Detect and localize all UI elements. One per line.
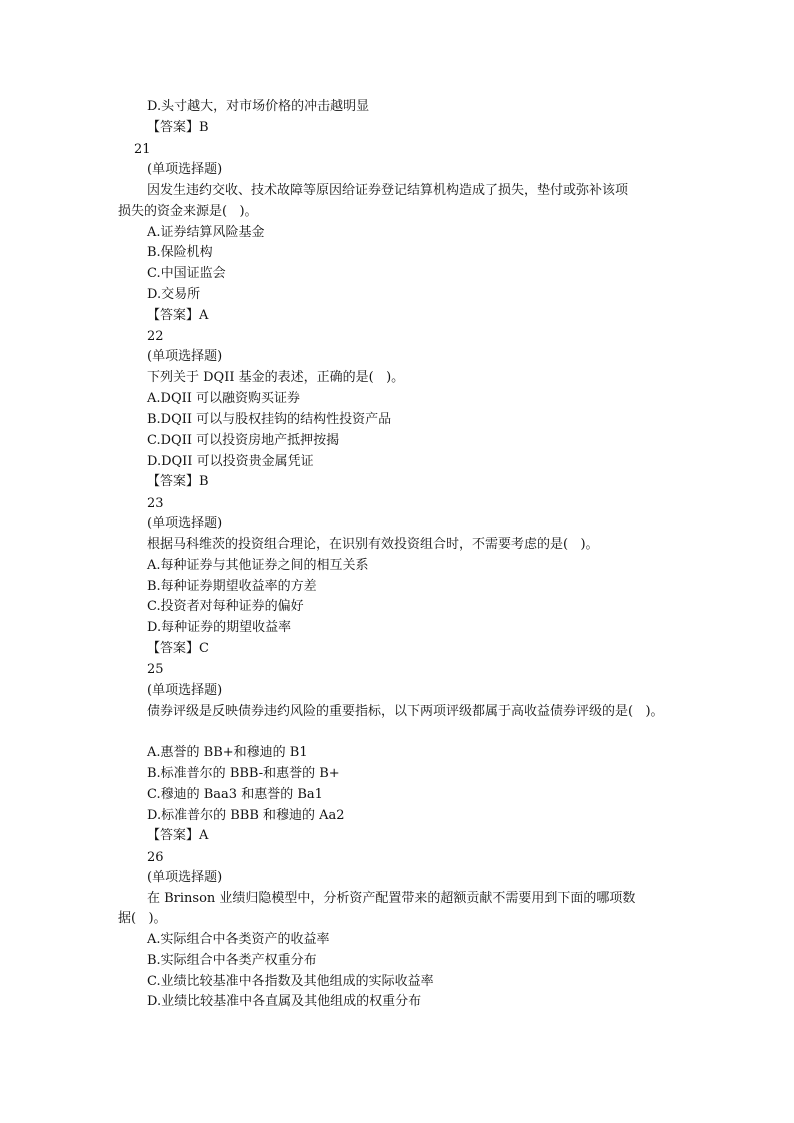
question-stem: 债券评级是反映债券违约风险的重要指标，以下两项评级都属于高收益债券评级的是( )。 [147,704,664,719]
option-c: C.业绩比较基准中各指数及其他组成的实际收益率 [147,974,434,989]
option-a: A.惠誉的 BB+和穆迪的 B1 [147,745,308,760]
question-stem: 下列关于 DQII 基金的表述，正确的是( )。 [147,370,405,385]
question-stem: 根据马科维茨的投资组合理论，在识别有效投资组合时，不需要考虑的是( )。 [147,537,599,552]
option-c: C.中国证监会 [147,266,226,281]
question-stem-continued: 损失的资金来源是( )。 [118,204,258,219]
option-d: D.交易所 [147,287,201,302]
answer: 【答案】A [147,828,209,843]
question-stem: 在 Brinson 业绩归隐模型中，分析资产配置带来的超额贡献不需要用到下面的哪项数 [147,891,636,906]
question-number: 21 [134,142,151,157]
option-d: D.头寸越大，对市场价格的冲击越明显 [147,99,370,114]
option-b: B.DQII 可以与股权挂钩的结构性投资产品 [147,412,392,427]
answer: 【答案】B [147,120,209,135]
option-d: D.业绩比较基准中各直属及其他组成的权重分布 [147,994,422,1009]
question-type: (单项选择题) [147,683,223,698]
answer: 【答案】C [147,641,209,656]
option-d: D.DQII 可以投资贵金属凭证 [147,454,314,469]
option-a: A.证券结算风险基金 [147,225,265,240]
option-a: A.DQII 可以融资购买证券 [147,391,301,406]
option-b: B.标准普尔的 BBB-和惠誉的 B+ [147,766,340,781]
option-b: B.实际组合中各类产权重分布 [147,953,317,968]
option-d: D.标准普尔的 BBB 和穆迪的 Aa2 [147,808,345,823]
option-a: A.实际组合中各类资产的收益率 [147,932,330,947]
question-type: (单项选择题) [147,349,223,364]
question-stem: 因发生违约交收、技术故障等原因给证券登记结算机构造成了损失，垫付或弥补该项 [147,183,629,198]
option-a: A.每种证券与其他证券之间的相互关系 [147,558,369,573]
option-d: D.每种证券的期望收益率 [147,620,292,635]
question-stem-continued: 据( )。 [118,911,167,926]
option-c: C.穆迪的 Baa3 和惠誉的 Ba1 [147,787,323,802]
question-type: (单项选择题) [147,516,223,531]
option-b: B.每种证券期望收益率的方差 [147,579,317,594]
answer: 【答案】A [147,308,209,323]
question-type: (单项选择题) [147,162,223,177]
question-number: 23 [147,496,164,511]
option-b: B.保险机构 [147,245,213,260]
question-number: 25 [147,662,164,677]
question-number: 26 [147,850,164,865]
option-c: C.DQII 可以投资房地产抵押按揭 [147,433,340,448]
answer: 【答案】B [147,474,209,489]
option-c: C.投资者对每种证券的偏好 [147,599,304,614]
question-number: 22 [147,329,164,344]
question-type: (单项选择题) [147,870,223,885]
